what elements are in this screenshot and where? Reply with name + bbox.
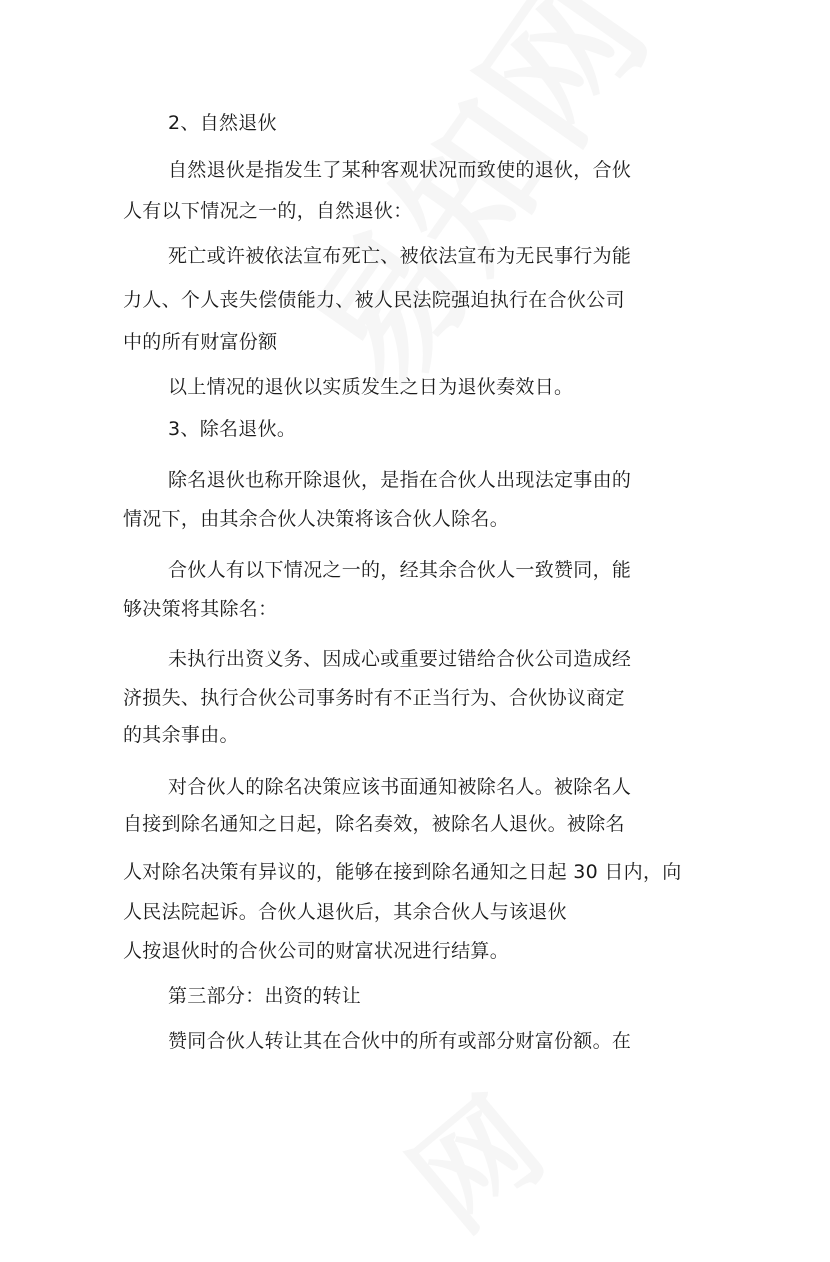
paragraph-line: 以上情况的退伙以实质发生之日为退伙奏效日。 xyxy=(168,376,574,398)
paragraph-line: 人有以下情况之一的，自然退伙： xyxy=(123,200,413,222)
paragraph-line: 未执行出资义务、因成心或重要过错给合伙公司造成经 xyxy=(168,648,632,670)
heading-natural-withdrawal: 2、自然退伙 xyxy=(168,112,277,134)
paragraph-line: 合伙人有以下情况之一的，经其余合伙人一致赞同，能 xyxy=(168,559,632,581)
paragraph-line: 死亡或许被依法宣布死亡、被依法宣布为无民事行为能 xyxy=(168,245,632,267)
paragraph-line: 人民法院起诉。合伙人退伙后，其余合伙人与该退伙 xyxy=(123,901,567,923)
paragraph-line: 自接到除名通知之日起，除名奏效，被除名人退伙。被除名 xyxy=(123,813,625,835)
paragraph-line: 人按退伙时的合伙公司的财富状况进行结算。 xyxy=(123,940,510,962)
heading-capital-transfer: 第三部分：出资的转让 xyxy=(168,985,362,1007)
paragraph-line: 除名退伙也称开除退伙，是指在合伙人出现法定事由的 xyxy=(168,469,632,491)
paragraph-line: 对合伙人的除名决策应该书面通知被除名人。被除名人 xyxy=(168,776,632,798)
heading-removal-withdrawal: 3、除名退伙。 xyxy=(168,418,297,440)
paragraph-line: 自然退伙是指发生了某种客观状况而致使的退伙，合伙 xyxy=(168,159,632,181)
watermark-bottom xyxy=(370,1053,572,1262)
paragraph-line: 够决策将其除名： xyxy=(123,598,278,620)
paragraph-line: 情况下，由其余合伙人决策将该合伙人除名。 xyxy=(123,508,510,530)
paragraph-line: 人对除名决策有异议的，能够在接到除名通知之日起 30 日内，向 xyxy=(123,861,682,883)
paragraph-line: 力人、个人丧失偿债能力、被人民法院强迫执行在合伙公司 xyxy=(123,289,625,311)
paragraph-line: 中的所有财富份额 xyxy=(123,331,278,353)
paragraph-line: 济损失、执行合伙公司事务时有不正当行为、合伙协议商定 xyxy=(123,687,625,709)
paragraph-line: 的其余事由。 xyxy=(123,724,239,746)
paragraph-line: 赞同合伙人转让其在合伙中的所有或部分财富份额。在 xyxy=(168,1030,632,1052)
